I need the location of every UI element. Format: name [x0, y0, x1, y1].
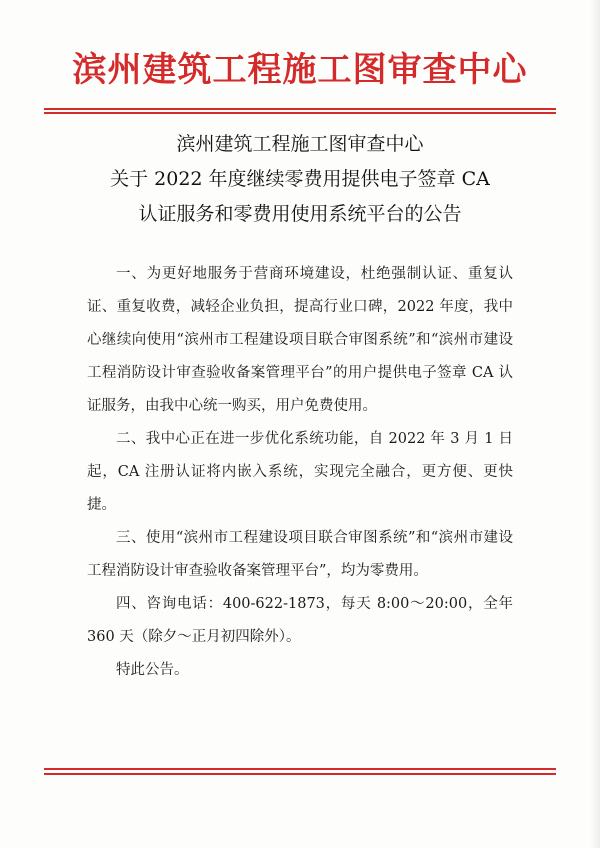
title-line-2: 关于 2022 年度继续零费用提供电子签章 CA	[110, 168, 490, 190]
paragraph-3: 三、使用“滨州市工程建设项目联合审图系统”和“滨州市建设工程消防设计审查验收备案管理平台”，均为零费用。	[87, 530, 513, 579]
title-line-3: 认证服务和零费用使用系统平台的公告	[138, 203, 462, 225]
paragraph-1: 一、为更好地服务于营商环境建设，杜绝强制认证、重复认证、重复收费，减轻企业负担，提高行业口碑，2022 年度，我中心继续向使用“滨州市工程建设项目联合审图系统”和“滨州市建设工程消防设计审查验收备案管理平台”的用户提供电子签章 CA 认证服务，由我中心统一购买，用户免费使用。	[87, 266, 513, 414]
footer-rule-bottom	[44, 773, 556, 775]
paragraph-closing: 特此公告。	[116, 662, 189, 678]
paragraph-2: 二、我中心正在进一步优化系统功能，自 2022 年 3 月 1 日起，CA 注册认证将内嵌入系统，实现完全融合，更方便、更快捷。	[87, 431, 513, 513]
scan-edge-shadow	[590, 0, 600, 848]
footer-rule-top	[44, 768, 556, 770]
notice-title	[40, 127, 560, 232]
masthead-rule-top	[44, 108, 556, 110]
masthead-rule-bottom	[44, 112, 556, 114]
title-line-1: 滨州建筑工程施工图审查中心	[176, 133, 424, 155]
paragraph-4: 四、咨询电话：400-622-1873，每天 8:00～20:00，全年 360 天（除夕～正月初四除外）。	[87, 596, 513, 645]
masthead-org-name: 滨州建筑工程施工图审查中心	[72, 50, 528, 90]
notice-body	[87, 258, 513, 687]
